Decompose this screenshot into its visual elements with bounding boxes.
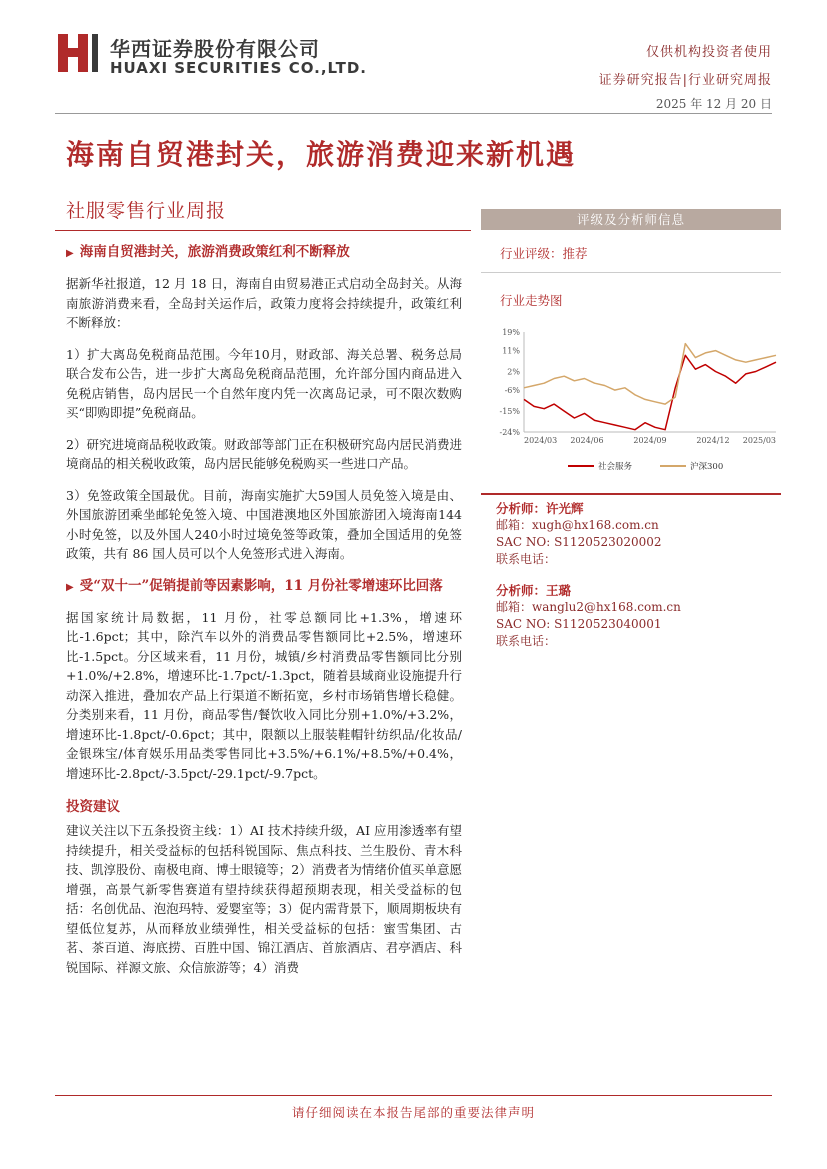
chart-series-line [524,344,776,405]
analyst-block [496,582,681,650]
chart-x-tick-label: 2025/03 [742,436,776,445]
trend-chart [488,320,781,480]
section-heading: ▶ 海南自贸港封关，旅游消费政策红利不断释放 [66,244,350,260]
main-content [66,242,462,989]
arrow-icon: ▶ [66,248,74,259]
subtitle-divider [55,230,471,231]
chart-y-tick-label: 2% [507,367,520,377]
paragraph: 据国家统计局数据，11 月份，社零总额同比+1.3%，增速环比-1.6pct；其中，除汽车以外的消费品零售额同比+2.5%，增速环比-1.5pct。分区域来看，11 月份，城镇/乡村消费品零售额同比分别+1.0%/+2.8%，增速环比-1.7pct/-1.3pct，随着县域商业设施提升行动深入推进，叠加农产品上行渠道不断拓宽，乡村市场销售增长稳健。分类别来看，11 月份，商品零售/餐饮收入同比分别+1.0%/+3.2%，增速环比-1.8pct/-0.6pct；其中，限额以上服装鞋帽针纺织品/化妆品/金银珠宝/体育娱乐用品类零售同比+3.5%/+6.1%/+8.5%/+0.4%，增速环比-2.8pct/-3.5pct/-29.1pct/-9.7pct。 [66,609,462,781]
chart-series-line [524,355,776,429]
rating-box-title: 评级及分析师信息 [481,209,781,230]
company-logo-icon [54,30,102,76]
chart-y-tick-label: 19% [502,328,520,337]
paragraph: 3）免签政策全国最优。目前，海南实施扩大59国人员免签入境是由、外国旅游团乘坐邮轮免签入境、中国港澳地区外国旅游团入境海南144小时免签，以及外国人240小时过境免签等政策，叠加全国适用的免签政策，共有 86 国人员可以个人免签形式进入海南。 [66,487,462,561]
analyst-name: 分析师：许光辉 [496,501,584,516]
chart-y-tick-label: -6% [504,386,520,396]
report-subtitle: 社服零售行业周报 [66,200,227,222]
analyst-sac: SAC NO: S1120523020002 [496,535,662,549]
analyst-name: 分析师：王璐 [496,583,572,598]
chart-y-tick-label: -15% [499,407,520,417]
rating-divider [481,272,781,273]
report-title: 海南自贸港封关，旅游消费迎来新机遇 [66,138,577,171]
investment-text: 建议关注以下五条投资主线：1）AI 技术持续升级，AI 应用渗透率有望持续提升，相关受益标的包括科锐国际、焦点科技、兰生股份、青木科技、凯淳股份、南极电商、博士眼镜等；2）消费者为情绪价值买单意愿增强，高景气新零售赛道有望持续获得超预期表现，相关受益标的包括：名创优品、泡泡玛特、爱婴室等；3）促内需背景下，顺周期板块有望低位复苏，从而释放业绩弹性，相关受益标的包括：蜜雪集团、古茗、茶百道、海底捞、百胜中国、锦江酒店、首旅酒店、君亭酒店、科锐国际、祥源文旅、众信旅游等；4）消费 [66,823,462,975]
chart-x-tick-label: 2024/03 [524,436,558,445]
investment-heading: 投资建议 [66,799,120,815]
analyst-email: 邮箱：xugh@hx168.com.cn [496,518,659,532]
chart-legend-label: 社会服务 [598,462,633,472]
chart-y-tick-label: -24% [499,428,520,437]
chart-x-tick-label: 2024/06 [570,436,604,445]
analyst-email: 邮箱：wanglu2@hx168.com.cn [496,600,681,614]
chart-legend-label: 沪深300 [690,462,724,472]
section-heading: ▶ 受“双十一”促销提前等因素影响，11 月份社零增速环比回落 [66,577,443,594]
paragraph: 2）研究进境商品税收政策。财政部等部门正在积极研究岛内居民消费进境商品的相关税收政策，岛内居民能够免税购买一些进口产品。 [66,436,462,471]
audience-notice: 仅供机构投资者使用 [645,45,772,60]
paragraph: 据新华社报道，12 月 18 日，海南自由贸易港正式启动全岛封关。从海南旅游消费来看，全岛封关运作后，政策力度将会持续提升，政策红利不断释放： [66,276,462,330]
paragraph: 1）扩大离岛免税商品范围。今年10月，财政部、海关总署、税务总局联合发布公告，进一步扩大离岛免税商品范围，允许部分国内商品进入免税店销售，岛内居民一个自然年度内凭一次离岛记录，可不限次数购买“即购即提”免税商品。 [66,346,462,420]
trend-chart-label: 行业走势图 [500,293,563,308]
footer-divider [55,1095,772,1096]
analyst-divider [481,493,781,495]
chart-y-tick-label: 11% [502,346,520,356]
header-divider [55,113,772,114]
legal-notice: 请仔细阅读在本报告尾部的重要法律声明 [291,1105,535,1120]
chart-x-tick-label: 2024/09 [633,436,667,445]
analyst-phone: 联系电话： [496,552,557,566]
industry-rating: 行业评级：推荐 [500,246,588,261]
report-type: 证券研究报告|行业研究周报 [598,73,772,88]
analyst-block [496,500,662,568]
company-name-cn: 华西证券股份有限公司 [110,37,320,61]
arrow-icon: ▶ [66,581,74,593]
company-name-en: HUAXI SECURITIES CO.,LTD. [110,59,367,77]
analyst-sac: SAC NO: S1120523040001 [496,617,662,631]
report-date: 2025 年 12 月 20 日 [655,97,772,111]
chart-x-tick-label: 2024/12 [696,436,730,445]
analyst-phone: 联系电话： [496,634,557,648]
